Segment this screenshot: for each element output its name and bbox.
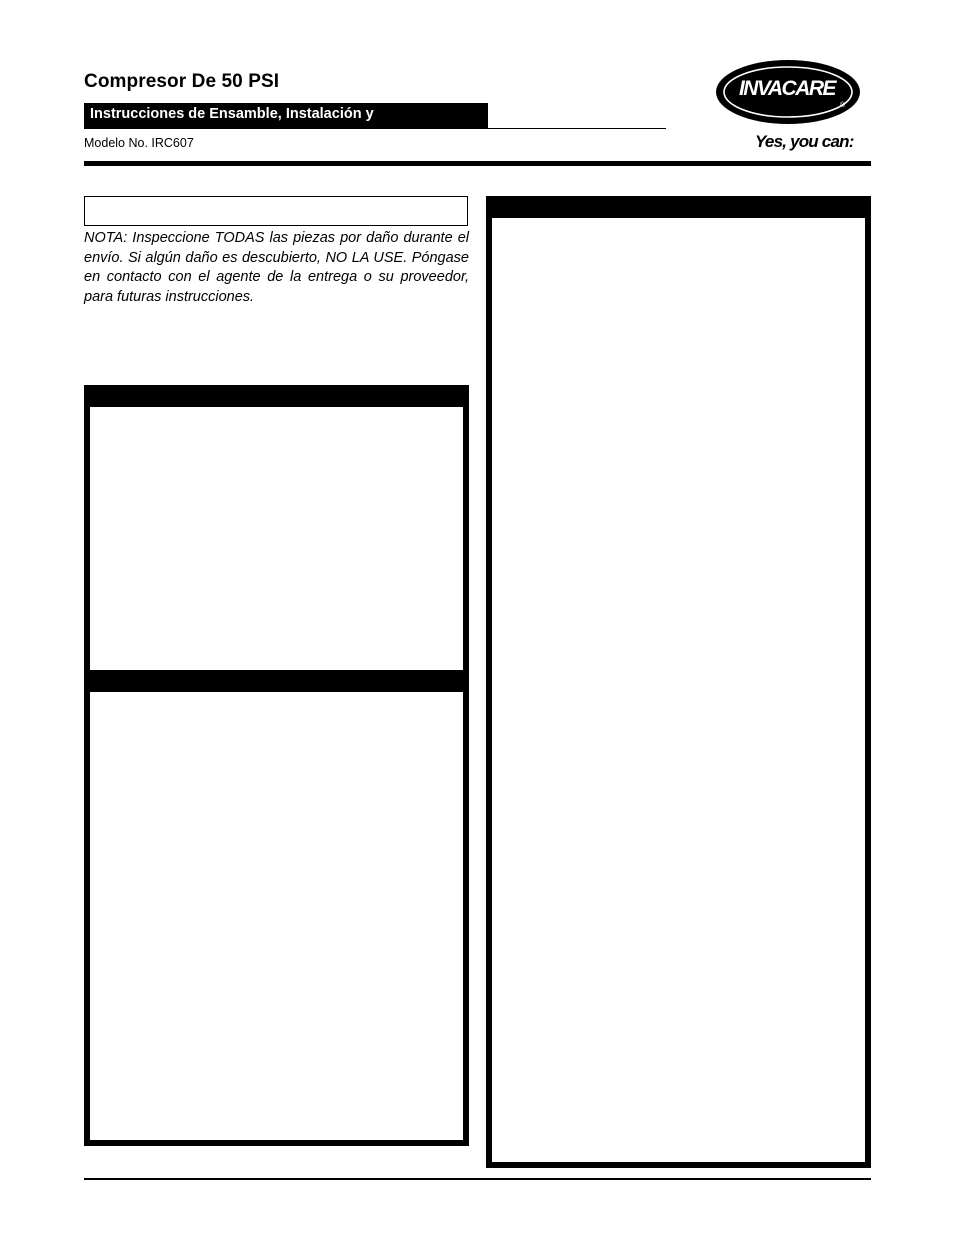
document-subtitle: Instrucciones de Ensamble, Instalación y [90,106,374,122]
inspection-notice: NOTA: Inspeccione TODAS las piezas por daño durante el envío. Si algún daño es descubierto, NO LA USE. Póngase en contacto con el agente de la entrega o su proveedor, para futuras instrucciones. [84,230,469,305]
document-title: Compresor De 50 PSI [84,71,280,92]
right-panel-header [486,196,871,218]
section-title-box [84,196,468,226]
model-number: Modelo No. IRC607 [84,136,194,150]
left-panel-bottom-header [84,670,469,692]
left-panel-top [84,385,469,675]
left-panel-top-header [84,385,469,407]
registered-mark: ® [840,102,846,109]
logo-brand-text: INVACARE [738,77,836,100]
header-divider [84,161,871,166]
logo-tagline: Yes, you can: [755,132,854,151]
subtitle-rule [84,128,666,129]
footer-divider [84,1178,871,1180]
left-panel-bottom [84,670,469,1146]
right-panel [486,196,871,1168]
